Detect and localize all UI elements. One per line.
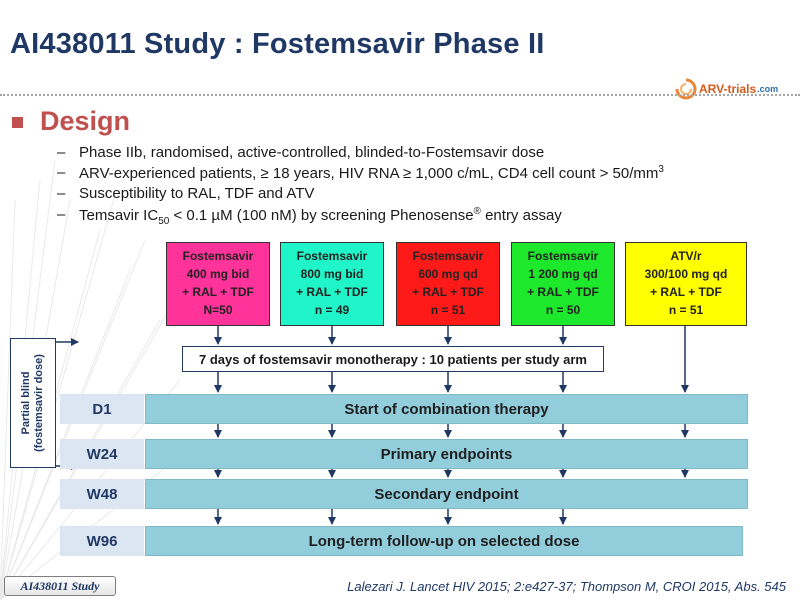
arm-fostemsavir-400-bid: Fostemsavir 400 mg bid + RAL + TDF N=50 xyxy=(166,242,270,326)
page-title: AI438011 Study : Fostemsavir Phase II xyxy=(10,28,545,60)
timeline-bar-w96: Long-term follow-up on selected dose xyxy=(145,526,743,556)
timeline-bar-w24: Primary endpoints xyxy=(145,439,748,469)
arm-fostemsavir-1200-qd: Fostemsavir 1 200 mg qd + RAL + TDF n = 50 xyxy=(511,242,615,326)
partial-blind-label: Partial blind xyxy=(20,371,32,435)
design-bullet-1: – Phase IIb, randomised, active-controlled, blinded-to-Fostemsavir dose xyxy=(57,144,545,161)
logo-suffix: .com xyxy=(757,84,779,94)
partial-blind-sublabel: (fostemsavir dose) xyxy=(33,354,45,452)
timeline-step-d1: D1 xyxy=(60,394,144,424)
design-heading: Design xyxy=(40,106,131,136)
arm-fostemsavir-800-bid: Fostemsavir 800 mg bid + RAL + TDF n = 49 xyxy=(280,242,384,326)
timeline-step-w24: W24 xyxy=(60,439,144,469)
reference-citation: Lalezari J. Lancet HIV 2015; 2:e427-37; Thompson M, CROI 2015, Abs. 545 xyxy=(347,579,786,594)
design-bullet-2: – ARV-experienced patients, ≥ 18 years, HIV RNA ≥ 1,000 c/mL, CD4 cell count > $50/mm^3$ xyxy=(57,164,664,182)
monotherapy-box: 7 days of fostemsavir monotherapy : 10 patients per study arm xyxy=(182,346,604,372)
timeline-step-w96: W96 xyxy=(60,526,144,556)
ge-symbol: ≥ xyxy=(260,165,269,182)
arm-atv-r: ATV/r 300/100 mg qd + RAL + TDF n = 51 xyxy=(625,242,747,326)
ge-symbol-2: ≥ xyxy=(402,165,412,182)
partial-blind-box xyxy=(10,338,56,468)
design-bullet-3: – Susceptibility to RAL, TDF and ATV xyxy=(57,185,315,202)
timeline-bar-d1: Start of combination therapy xyxy=(145,394,748,424)
study-footer-badge: AI438011 Study xyxy=(4,576,116,596)
logo-name: ARV-trials xyxy=(699,82,757,96)
design-bullet-4: – Temsavir $IC_{50} < 0.1$ µM (100 nM) by screening Phenosense® entry assay xyxy=(57,206,562,227)
arm-fostemsavir-600-qd: Fostemsavir 600 mg qd + RAL + TDF n = 51 xyxy=(396,242,500,326)
timeline-step-w48: W48 xyxy=(60,479,144,509)
timeline-bar-w48: Secondary endpoint xyxy=(145,479,748,509)
